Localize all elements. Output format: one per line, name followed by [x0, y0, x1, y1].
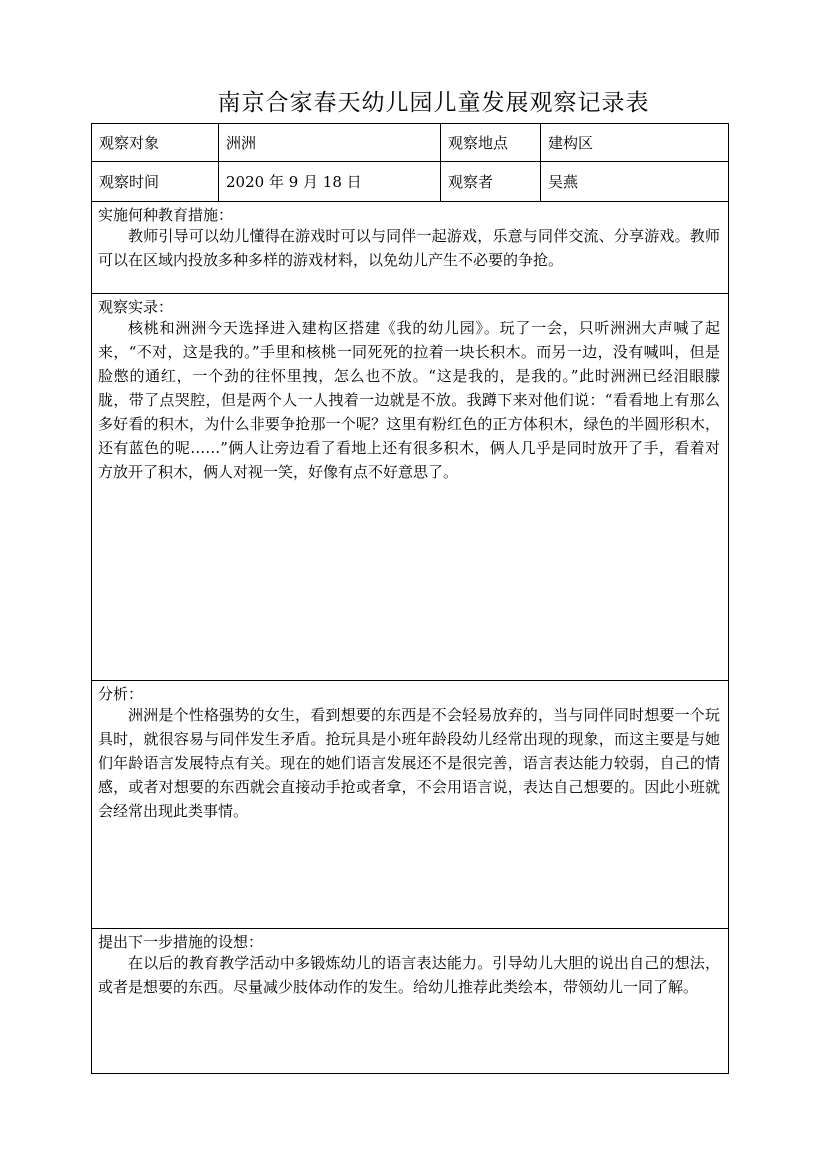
- observation-form: [91, 123, 729, 1074]
- measures-section: [92, 202, 728, 294]
- location-value: 建构区: [548, 134, 594, 152]
- subject-value: 洲洲: [219, 124, 441, 161]
- next-steps-section: [92, 929, 728, 1075]
- measures-text: 教师引导可以幼儿懂得在游戏时可以与同伴一起游戏，乐意与同伴交流、分享游戏。教师可以在区域内投放多种多样的游戏材料，以免幼儿产生不必要的争抢。: [98, 227, 720, 269]
- record-section: [92, 294, 728, 681]
- analysis-section: [92, 681, 728, 929]
- measures-label: 实施何种教育措施：: [98, 206, 234, 224]
- time-value: 2020 年 9 月 18 日: [219, 162, 441, 201]
- info-row-1: [92, 124, 728, 162]
- observer-value: 吴燕: [548, 173, 579, 191]
- next-steps-label: 提出下一步措施的设想：: [98, 933, 264, 951]
- page-title: 南京合家春天幼儿园儿童发展观察记录表: [217, 90, 650, 116]
- analysis-label: 分析：: [98, 685, 144, 703]
- analysis-text: 洲洲是个性格强势的女生，看到想要的东西是不会轻易放弃的，当与同伴同时想要一个玩具时，就很容易与同伴发生矛盾。抢玩具是小班年龄段幼儿经常出现的现象，而这主要是与她们年龄语言发展特点有关。现在的她们语言发展还不是很完善，语言表达能力较弱，自己的情感，或者对想要的东西就会直接动手抢或者拿，不会用语言说，表达自己想要的。因此小班就会经常出现此类事情。: [98, 706, 720, 820]
- info-row-2: [92, 162, 728, 202]
- record-text: 核桃和洲洲今天选择进入建构区搭建《我的幼儿园》。玩了一会，只听洲洲大声喊了起来，“不对，这是我的。”手里和核桃一同死死的拉着一块长积木。而另一边，没有喊叫，但是脸憋的通红，一个劲的往怀里拽，怎么也不放。“这是我的，是我的。”此时洲洲已经泪眼朦胧，带了点哭腔，但是两个人一人拽着一边就是不放。我蹲下来对他们说：“看看地上有那么多好看的积木，为什么非要争抢那一个呢？这里有粉红色的正方体积木，绿色的半圆形积木，还有蓝色的呢……”俩人让旁边看了看地上还有很多积木，俩人几乎是同时放开了手，看着对方放开了积木，俩人对视一笑，好像有点不好意思了。: [98, 319, 720, 481]
- record-label: 观察实录：: [98, 298, 174, 316]
- next-steps-text: 在以后的教育教学活动中多锻炼幼儿的语言表达能力。引导幼儿大胆的说出自己的想法，或者是想要的东西。尽量减少肢体动作的发生。给幼儿推荐此类绘本，带领幼儿一同了解。: [98, 954, 720, 996]
- time-label: 观察时间: [92, 162, 219, 201]
- location-label: 观察地点: [441, 124, 541, 161]
- observer-label: 观察者: [441, 162, 541, 201]
- subject-label: 观察对象: [92, 124, 219, 161]
